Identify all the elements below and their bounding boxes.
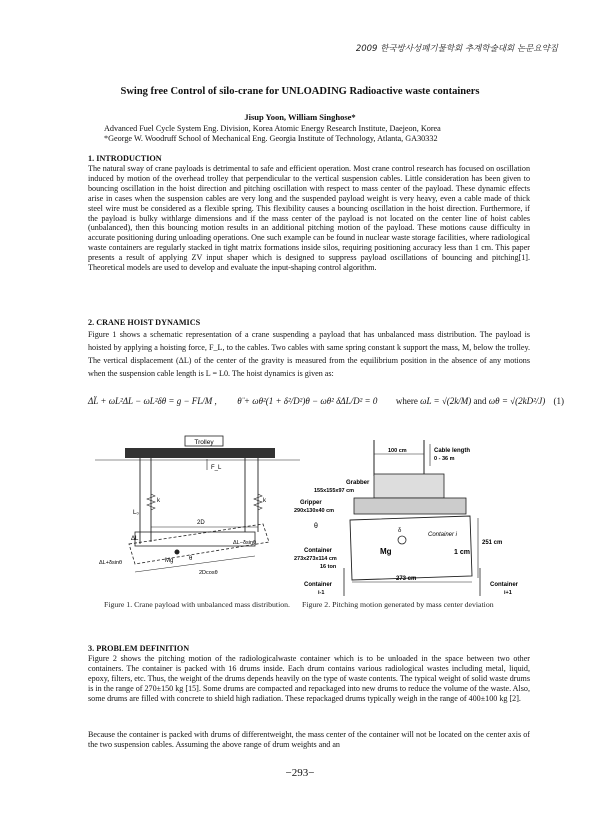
fig2-left-container: Container	[304, 582, 333, 588]
fig2-cable-range: 0 - 36 m	[434, 456, 455, 462]
figure-2-diagram	[294, 436, 544, 596]
hoist-paragraph	[88, 328, 530, 380]
fig2-cable-length: Cable length	[434, 448, 471, 454]
fig2-container-i: Container i	[428, 532, 458, 538]
fig2-tons: 16 ton	[320, 564, 337, 570]
page-number: −293−	[285, 767, 315, 779]
figure-2-caption: Figure 2. Pitching motion generated by mass center deviation	[302, 600, 494, 609]
problem-heading: 3. PROBLEM DEFINITION	[88, 644, 190, 653]
fig2-delta: δ	[398, 528, 402, 534]
fig1-mg: Mg	[165, 558, 174, 564]
eq-pitch: θ̈ + ωθ²(1 + δ²/D²)θ − ωθ² δΔL/D² = 0	[237, 396, 378, 406]
fig1-k2: k	[263, 498, 266, 504]
fig2-theta: θ	[314, 523, 318, 530]
fig2-right-idx: i+1	[504, 590, 512, 596]
proceedings-header: 2009 한국방사성폐기물학회 추계학술대회 논문요약집	[355, 44, 558, 54]
fig1-theta: θ	[189, 556, 193, 562]
problem-paragraph-1	[88, 654, 530, 704]
fig1-dl-plus: ΔL+δsinθ	[99, 560, 123, 566]
affiliations	[104, 124, 534, 144]
fig1-k1: k	[157, 498, 160, 504]
fig2-right-container: Container	[490, 582, 519, 588]
eq-and: and	[473, 396, 487, 406]
eq-number: (1)	[553, 396, 565, 406]
fig1-dl-minus: ΔL−δsinθ	[233, 540, 257, 546]
eq-bounce: ΔL̈ + ωL²ΔL − ωL²δθ = g − FL/M ,	[88, 396, 217, 406]
intro-text: The natural sway of crane payloads is detrimental to safe and efficient operation. Most crane control research has focused on oscillation induced by motion of the overhead trolley that perpendicular to the vertical suspension cables. Little consideration has been given to bouncing oscillation in the hoist direction and pitching oscillation with respect to mass center of the payload. These dynamic effects arise in cases when the suspension cables are very long and the suspended payload weight is very heavy, even a cable made of thick steel wire must be considered as a flexible spring. This flexibility causes a bouncing oscillation in the hoist direction. Furthermore, if the payload is bulky withlarge dimensions and if the mass center of the payload is not located on the center line of hoist cables (unbalanced), then this bouncing motion results in an additional pitching motion of the payload. These motions cause difficulty in accurate positioning during unloading operations. One such example can be found in nuclear waste storage facilities, where radiological waste containers are regularly stacked in tight matrix formations inside silos, requiring positioning accuracy less than 1 cm. This paper presents a result of applying ZV input shaper which is designed to suppress payload oscillations of bouncing and pitching[1]. Theoretical models are used to develop and evaluate the input-shaping control algorithm.	[88, 164, 530, 273]
fig2-grabber-dim: 155x155x97 cm	[314, 488, 355, 494]
fig2-mg: Mg	[380, 547, 392, 556]
problem-paragraph-2	[88, 730, 530, 750]
hoist-heading: 2. CRANE HOIST DYNAMICS	[88, 318, 201, 327]
fig1-l0: L₀	[133, 510, 139, 516]
figure-1-caption: Figure 1. Crane payload with unbalanced mass distribution.	[104, 600, 291, 609]
problem-text-1: Figure 2 shows the pitching motion of the radiologicalwaste container which is to be unloaded in the space between two other containers. The container is packed with 16 drums inside. Each drum contains various radiological wastes including metal, liquid, epoxy, filters, etc. Thus, the weight of the drums depends heavily on the type of waste contents. The typical weight of solid waste drums is in the range of 270±150 kg [15]. Some drums are compacted and repackaged into new drums to reduce the volume of the waste. Also, some drums are filled with concrete to shield high radiation. These repackaged drums typically weigh in the range of 400±100 kg [2].	[88, 654, 530, 703]
eq-omega-l: ωL = √(2k/M)	[420, 396, 472, 406]
fig2-gripper-dim: 290x130x40 cm	[294, 508, 335, 514]
fig2-container: Container	[304, 548, 333, 554]
fig1-2dcos: 2Dcosθ	[199, 570, 218, 576]
intro-heading: 1. INTRODUCTION	[88, 154, 162, 163]
eq-where: where	[395, 396, 418, 406]
fig1-trolley-label: Trolley	[194, 439, 214, 446]
fig2-container-dim: 273x273x114 cm	[294, 556, 337, 562]
fig2-273: 273 cm	[396, 576, 417, 582]
equation-1	[88, 396, 565, 406]
fig1-fl-label: F_L	[211, 465, 222, 471]
eq-omega-theta: ωθ = √(2kD²/J)	[488, 396, 546, 406]
affiliation-1: Advanced Fuel Cycle System Eng. Division, Korea Atomic Energy Research Institute, Daejeon, Korea	[104, 124, 441, 133]
fig2-251: 251 cm	[482, 540, 503, 546]
figure-1-diagram	[95, 432, 305, 592]
problem-text-2: Because the container is packed with drums of differentweight, the mass center of the container will not be located on the center axis of the two suspension cables. Assuming the above range of drum weights and an	[88, 730, 530, 749]
intro-paragraph	[88, 164, 530, 273]
affiliation-2: *George W. Woodruff School of Mechanical Eng. Georgia Institute of Technology, Atlanta, GA30332	[104, 134, 438, 143]
paper-title: Swing free Control of silo-crane for UNLOADING Radioactive waste containers	[120, 86, 480, 97]
fig1-trolley-bar	[125, 448, 275, 458]
authors: Jisup Yoon, William Singhose*	[244, 112, 356, 122]
fig1-2d: 2D	[197, 520, 205, 526]
fig2-1cm: 1 cm	[454, 549, 470, 556]
fig1-dl: ΔL	[131, 536, 139, 542]
fig2-gripper: Gripper	[300, 500, 322, 506]
fig2-left-idx: i-1	[318, 590, 325, 596]
hoist-text: Figure 1 shows a schematic representation of a crane suspending a payload that has unbalanced mass distribution. The payload is hoisted by applying a hoisting force, F_L, to the cables. Two cables with same spring constant k support the mass, M, below the trolley. The vertical displacement (ΔL) of the center of the gravity is measured from the equilibrium position in the absence of any motions when the suspension cable length is L = L0. The hoist dynamics is given as:	[88, 330, 530, 378]
fig2-100cm: 100 cm	[388, 448, 407, 454]
fig2-grabber: Grabber	[346, 480, 370, 486]
